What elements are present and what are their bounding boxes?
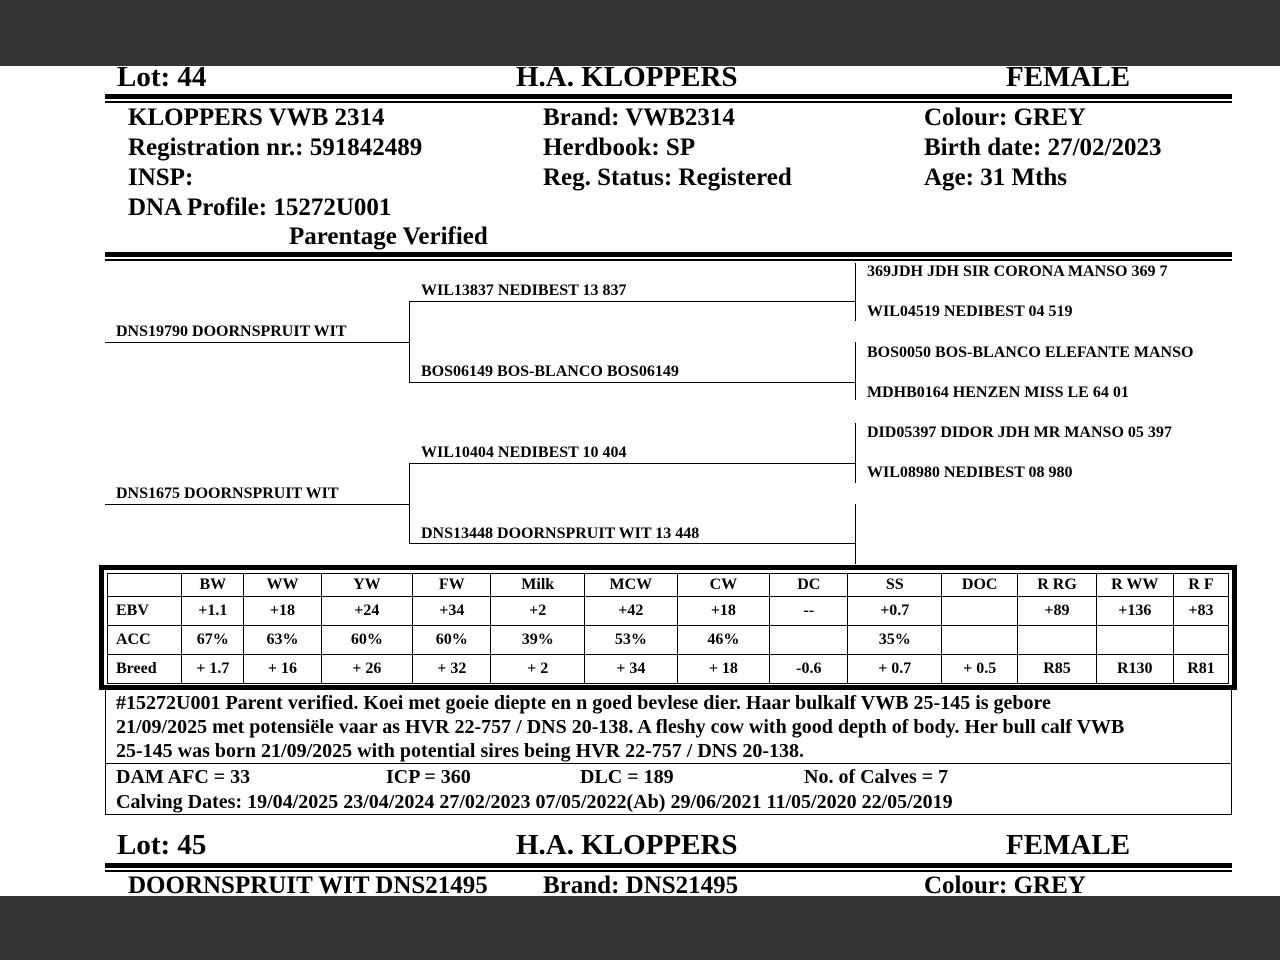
calving-dates: Calving Dates: 19/04/2025 23/04/2024 27/02/2023 07/05/2022(Ab) 29/06/2021 11/05/2020 22/05/2019 xyxy=(116,791,953,813)
ebv-header-cell: R WW xyxy=(1096,574,1173,597)
ebv-header-cell: R F xyxy=(1173,574,1228,597)
ebv-header-cell: Milk xyxy=(491,574,585,597)
pedigree-sire-dam: BOS06149 BOS-BLANCO BOS06149 xyxy=(421,363,679,380)
animal-name: DOORNSPRUIT WIT DNS21495 xyxy=(128,872,488,896)
ebv-cell: +1.1 xyxy=(182,597,244,626)
breed-cell: + 1.7 xyxy=(182,655,244,684)
pedigree-dam-sire: WIL10404 NEDIBEST 10 404 xyxy=(421,444,627,461)
notes-divider xyxy=(105,763,1232,764)
ebv-cell xyxy=(942,597,1018,626)
pedigree-sire: DNS19790 DOORNSPRUIT WIT xyxy=(116,323,347,340)
ebv-cell: +34 xyxy=(413,597,491,626)
number-of-calves: No. of Calves = 7 xyxy=(804,766,949,788)
gp-bracket-4 xyxy=(855,504,856,564)
acc-cell: 60% xyxy=(413,626,491,655)
header-thick-rule xyxy=(105,94,1232,99)
ebv-header-cell: FW xyxy=(413,574,491,597)
ebv-cell: +0.7 xyxy=(848,597,942,626)
ebv-header-cell: SS xyxy=(848,574,942,597)
pedigree-ggp: DID05397 DIDOR JDH MR MANSO 05 397 xyxy=(867,424,1172,441)
breed-cell: + 2 xyxy=(491,655,585,684)
ebv-cell: +42 xyxy=(585,597,678,626)
breed-cell: R85 xyxy=(1018,655,1096,684)
acc-cell: 67% xyxy=(182,626,244,655)
pedigree-ggp: MDHB0164 HENZEN MISS LE 64 01 xyxy=(867,384,1129,401)
brand: Brand: VWB2314 xyxy=(543,104,735,131)
breed-cell: -0.6 xyxy=(770,655,848,684)
brand: Brand: DNS21495 xyxy=(543,872,739,896)
colour: Colour: GREY xyxy=(924,104,1086,131)
dam-sire-line xyxy=(409,463,856,464)
birth-date: Birth date: 27/02/2023 xyxy=(924,134,1162,161)
breed-cell: R130 xyxy=(1096,655,1173,684)
ebv-header-row xyxy=(108,574,1229,597)
ebv-cell: +89 xyxy=(1018,597,1096,626)
dam-bracket xyxy=(409,463,410,544)
breed-row xyxy=(108,655,1229,684)
ebv-row-label: EBV xyxy=(108,597,182,626)
ebv-header-cell xyxy=(108,574,182,597)
ebv-cell: +18 xyxy=(677,597,770,626)
acc-cell xyxy=(1018,626,1096,655)
header-thin-rule xyxy=(105,101,1232,103)
header-thick-rule xyxy=(105,863,1232,868)
gp-bracket-1 xyxy=(855,263,856,321)
pedigree-sire-sire: WIL13837 NEDIBEST 13 837 xyxy=(421,282,627,299)
ebv-header-cell: WW xyxy=(244,574,321,597)
ebv-header-cell: R RG xyxy=(1018,574,1096,597)
acc-row xyxy=(108,626,1229,655)
pedigree-ggp: WIL08980 NEDIBEST 08 980 xyxy=(867,464,1073,481)
catalogue-page xyxy=(0,66,1280,896)
info-thick-rule xyxy=(105,252,1232,257)
lot-number: Lot: 44 xyxy=(117,66,207,93)
ebv-cell: +136 xyxy=(1096,597,1173,626)
ebv-header-cell: DOC xyxy=(942,574,1018,597)
viewer-bottom-bar xyxy=(0,896,1280,960)
parentage-status: Parentage Verified xyxy=(289,223,488,250)
herdbook: Herdbook: SP xyxy=(543,134,696,161)
ebv-cell: +2 xyxy=(491,597,585,626)
sire-dam-line xyxy=(409,382,856,383)
age: Age: 31 Mths xyxy=(924,164,1068,191)
animal-sex: FEMALE xyxy=(1006,829,1131,861)
ebv-header-cell: MCW xyxy=(585,574,678,597)
notes-line: #15272U001 Parent verified. Koei met goeie diepte en n goed bevlese dier. Haar bulkalf VWB 25-145 is gebore xyxy=(116,692,1051,714)
gp-bracket-3 xyxy=(855,423,856,483)
ebv-header-cell: CW xyxy=(677,574,770,597)
breed-cell: + 0.5 xyxy=(942,655,1018,684)
notes-line: 21/09/2025 met potensiële vaar as HVR 22-757 / DNS 20-138. A fleshy cow with good depth of body. Her bull calf VWB xyxy=(116,716,1125,738)
breed-cell: + 32 xyxy=(413,655,491,684)
dam-afc: DAM AFC = 33 xyxy=(116,766,251,788)
acc-cell xyxy=(770,626,848,655)
icp: ICP = 360 xyxy=(386,766,471,788)
breeder-name: H.A. KLOPPERS xyxy=(516,829,738,861)
ebv-header-cell: BW xyxy=(182,574,244,597)
acc-cell: 39% xyxy=(491,626,585,655)
breed-cell: + 0.7 xyxy=(848,655,942,684)
notes-line: 25-145 was born 21/09/2025 with potential sires being HVR 22-757 / DNS 20-138. xyxy=(116,740,804,762)
pedigree-ggp: 369JDH JDH SIR CORONA MANSO 369 7 xyxy=(867,263,1168,280)
pedigree-ggp: WIL04519 NEDIBEST 04 519 xyxy=(867,303,1073,320)
ebv-table xyxy=(107,573,1229,684)
breed-cell: + 34 xyxy=(585,655,678,684)
lot-number: Lot: 45 xyxy=(117,829,207,861)
pedigree-dam-dam: DNS13448 DOORNSPRUIT WIT 13 448 xyxy=(421,525,700,542)
breed-cell: + 26 xyxy=(321,655,413,684)
breed-cell: R81 xyxy=(1173,655,1228,684)
registration-number: Registration nr.: 591842489 xyxy=(128,134,423,161)
ebv-header-cell: DC xyxy=(770,574,848,597)
acc-cell xyxy=(1173,626,1228,655)
animal-name: KLOPPERS VWB 2314 xyxy=(128,104,385,131)
dna-profile: DNA Profile: 15272U001 xyxy=(128,194,392,221)
sire-line xyxy=(105,342,410,343)
acc-row-label: ACC xyxy=(108,626,182,655)
pedigree-ggp: BOS0050 BOS-BLANCO ELEFANTE MANSO xyxy=(867,344,1194,361)
acc-cell xyxy=(942,626,1018,655)
colour: Colour: GREY xyxy=(924,872,1086,896)
breed-cell: + 16 xyxy=(244,655,321,684)
registration-status: Reg. Status: Registered xyxy=(543,164,792,191)
breeder-name: H.A. KLOPPERS xyxy=(516,66,738,93)
breed-cell: + 18 xyxy=(677,655,770,684)
ebv-cell: +83 xyxy=(1173,597,1228,626)
animal-sex: FEMALE xyxy=(1006,66,1131,93)
sire-bracket xyxy=(409,301,410,383)
ebv-cell: +18 xyxy=(244,597,321,626)
acc-cell: 46% xyxy=(677,626,770,655)
ebv-header-cell: YW xyxy=(321,574,413,597)
acc-cell: 63% xyxy=(244,626,321,655)
insp-label: INSP: xyxy=(128,164,194,191)
ebv-cell: -- xyxy=(770,597,848,626)
acc-cell: 53% xyxy=(585,626,678,655)
dam-dam-line xyxy=(409,543,856,544)
info-thin-rule xyxy=(105,259,1232,261)
dlc: DLC = 189 xyxy=(580,766,674,788)
ebv-row xyxy=(108,597,1229,626)
breed-row-label: Breed xyxy=(108,655,182,684)
pedigree-dam: DNS1675 DOORNSPRUIT WIT xyxy=(116,485,339,502)
sire-sire-line xyxy=(409,301,856,302)
acc-cell: 60% xyxy=(321,626,413,655)
acc-cell: 35% xyxy=(848,626,942,655)
ebv-cell: +24 xyxy=(321,597,413,626)
dam-line xyxy=(105,504,410,505)
viewer-top-bar xyxy=(0,0,1280,66)
acc-cell xyxy=(1096,626,1173,655)
gp-bracket-2 xyxy=(855,342,856,400)
